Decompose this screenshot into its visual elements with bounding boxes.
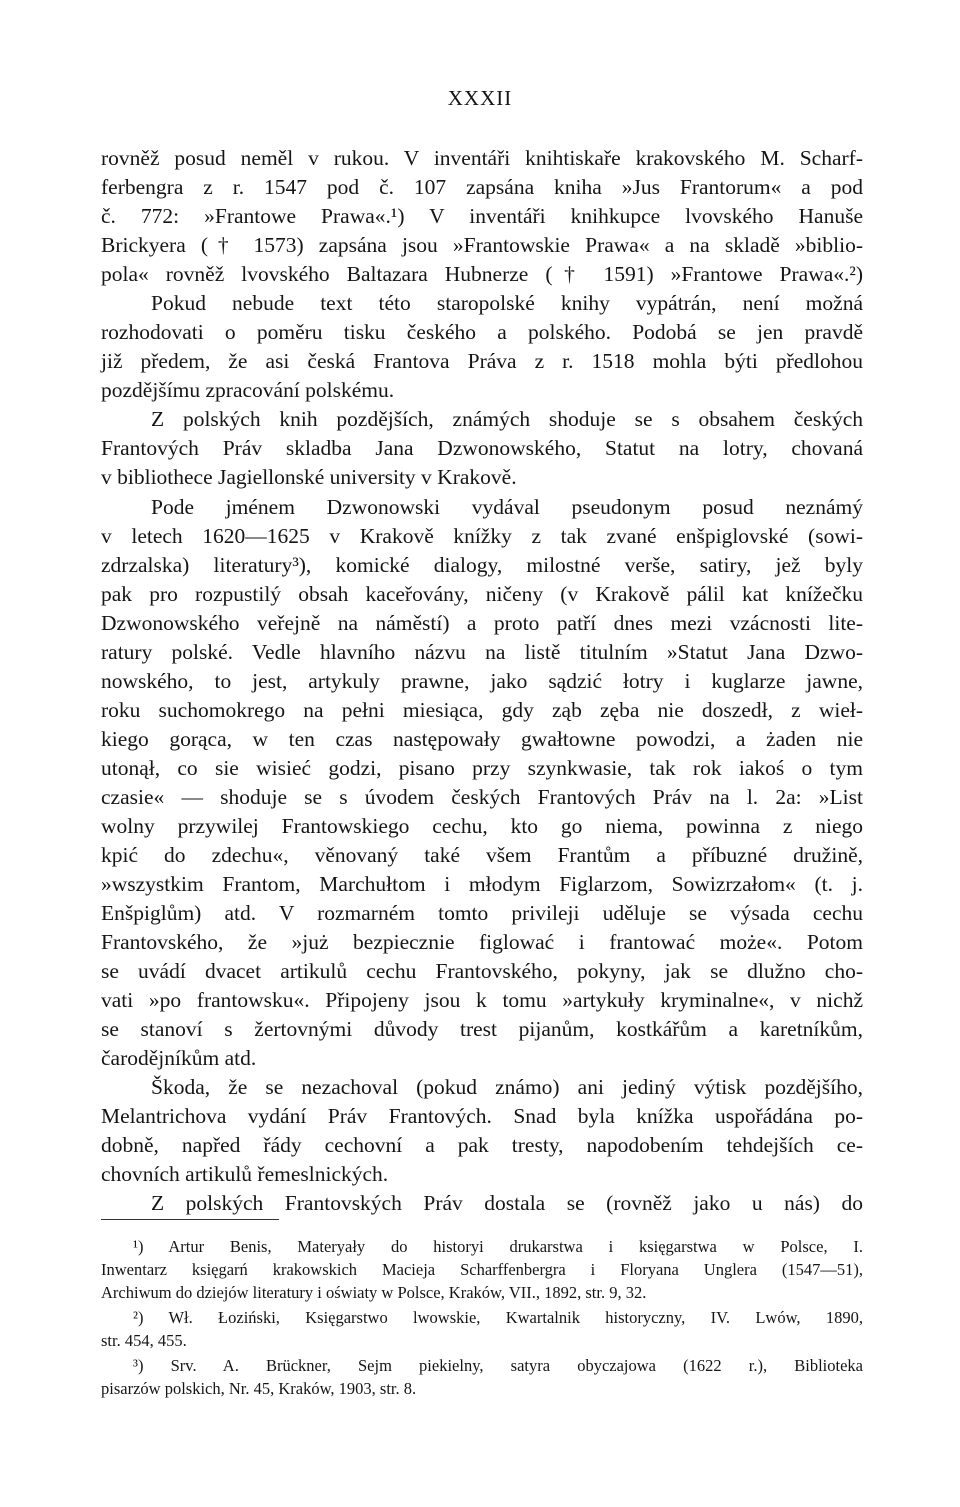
body-line: utonął, co sie wisieć godzi, pisano przy szynkwasie, tak rok iakoś o tym <box>101 756 863 780</box>
body-line: v letech 1620—1625 v Krakově knížky z tak zvané enšpiglovské (sowi- <box>101 524 863 548</box>
body-line: vati »po frantowsku«. Připojeny jsou k tomu »artykuły kryminalne«, v nichž <box>101 988 863 1012</box>
body-line: rovněž posud neměl v rukou. V inventáři knihtiskaře krakovského M. Scharf- <box>101 146 863 170</box>
body-line: pak pro rozpustilý obsah kaceřovány, ničeny (v Krakově pálil kat knížečku <box>101 582 863 606</box>
body-line: »wszystkim Frantom, Marchułtom i młodym Figlarzom, Sowizrzałom« (t. j. <box>101 872 863 896</box>
body-line: Brickyera († 1573) zapsána jsou »Frantowskie Prawa« a na skladě »biblio- <box>101 233 863 257</box>
footnote-line: ³) Srv. A. Brückner, Sejm piekielny, satyra obyczajowa (1622 r.), Biblioteka <box>133 1356 863 1375</box>
footnote-separator <box>101 1219 279 1220</box>
body-line: Frantovského, že »już bezpiecznie figlować i frantować może«. Potom <box>101 930 863 954</box>
body-line: wolny przywilej Frantowskiego cechu, kto go niema, powinna z niego <box>101 814 863 838</box>
body-line: č. 772: »Frantowe Prawa«.¹) V inventáři knihkupce lvovského Hanuše <box>101 204 863 228</box>
body-line: kpić do zdechu«, věnovaný také všem Frantům a příbuzné družině, <box>101 843 863 867</box>
footnote-line: Inwentarz księgarń krakowskich Macieja Scharffenbergra i Floryana Unglera (1547—51), <box>101 1260 863 1279</box>
body-line: Škoda, že se nezachoval (pokud známo) ani jediný výtisk pozdějšího, <box>151 1075 863 1099</box>
page-number: XXXII <box>447 86 513 110</box>
body-line: Enšpiglům) atd. V rozmarném tomto privileji uděluje se výsada cechu <box>101 901 863 925</box>
body-line: čarodějníkům atd. <box>101 1046 257 1070</box>
body-line: Melantrichova vydání Práv Frantových. Snad byla knížka uspořádána po- <box>101 1104 863 1128</box>
body-line: chovních artikulů řemeslnických. <box>101 1162 389 1186</box>
body-line: Pokud nebude text této staropolské knihy vypátrán, není možná <box>151 291 863 315</box>
body-line: pozdějšímu zpracování polskému. <box>101 378 395 402</box>
body-line: dobně, napřed řády cechovní a pak tresty, napodobením tehdejších ce- <box>101 1133 863 1157</box>
footnote-line: str. 454, 455. <box>101 1331 187 1350</box>
footnote-line: Archiwum do dziejów literatury i oświaty w Polsce, Kraków, VII., 1892, str. 9, 32. <box>101 1283 647 1302</box>
body-line: se stanoví s žertovnými důvody trest pijanům, kostkářům a karetníkům, <box>101 1017 863 1041</box>
body-line: zdrzalska) literatury³), komické dialogy, milostné verše, satiry, jež byly <box>101 553 863 577</box>
body-line: v bibliothece Jagiellonské university v Krakově. <box>101 465 517 489</box>
body-line: ratury polské. Vedle hlavního názvu na listě titulním »Statut Jana Dzwo- <box>101 640 863 664</box>
body-line: nowského, to jest, artykuly prawne, jako sądzić łotry i kuglarze jawne, <box>101 669 863 693</box>
body-line: czasie« — shoduje se s úvodem českých Frantových Práv na l. 2a: »List <box>101 785 863 809</box>
body-line: se uvádí dvacet artikulů cechu Frantovského, pokyny, jak se dlužno cho- <box>101 959 863 983</box>
body-line: pola« rovněž lvovského Baltazara Hubnerze († 1591) »Frantowe Prawa«.²) <box>101 262 863 286</box>
body-line: Frantových Práv skladba Jana Dzwonowského, Statut na lotry, chovaná <box>101 436 863 460</box>
footnote-line: pisarzów polskich, Nr. 45, Kraków, 1903, str. 8. <box>101 1379 417 1398</box>
body-line: rozhodovati o poměru tisku českého a polského. Podobá se jen pravdě <box>101 320 863 344</box>
body-line: kiego gorąca, w ten czas następowały gwałtowne powodzi, a żaden nie <box>101 727 863 751</box>
body-line: Pode jménem Dzwonowski vydával pseudonym posud neznámý <box>151 495 863 519</box>
body-line: ferbengra z r. 1547 pod č. 107 zapsána kniha »Jus Frantorum« a pod <box>101 175 863 199</box>
body-line: Dzwonowského veřejně na náměstí) a proto patří dnes mezi vzácnosti lite- <box>101 611 863 635</box>
body-line: Z polských Frantovských Práv dostala se (rovněž jako u nás) do <box>151 1191 863 1215</box>
body-line: již předem, že asi česká Frantova Práva z r. 1518 mohla býti předlohou <box>101 349 863 373</box>
body-line: Z polských knih pozdějších, známých shoduje se s obsahem českých <box>151 407 863 431</box>
body-line: roku suchomokrego na pełni miesiąca, gdy ząb zęba nie doszedł, z wieł- <box>101 698 863 722</box>
footnote-line: ¹) Artur Benis, Materyały do historyi drukarstwa i księgarstwa w Polsce, I. <box>133 1237 863 1256</box>
footnote-line: ²) Wł. Łoziński, Księgarstwo lwowskie, Kwartalnik historyczny, IV. Lwów, 1890, <box>133 1308 863 1327</box>
